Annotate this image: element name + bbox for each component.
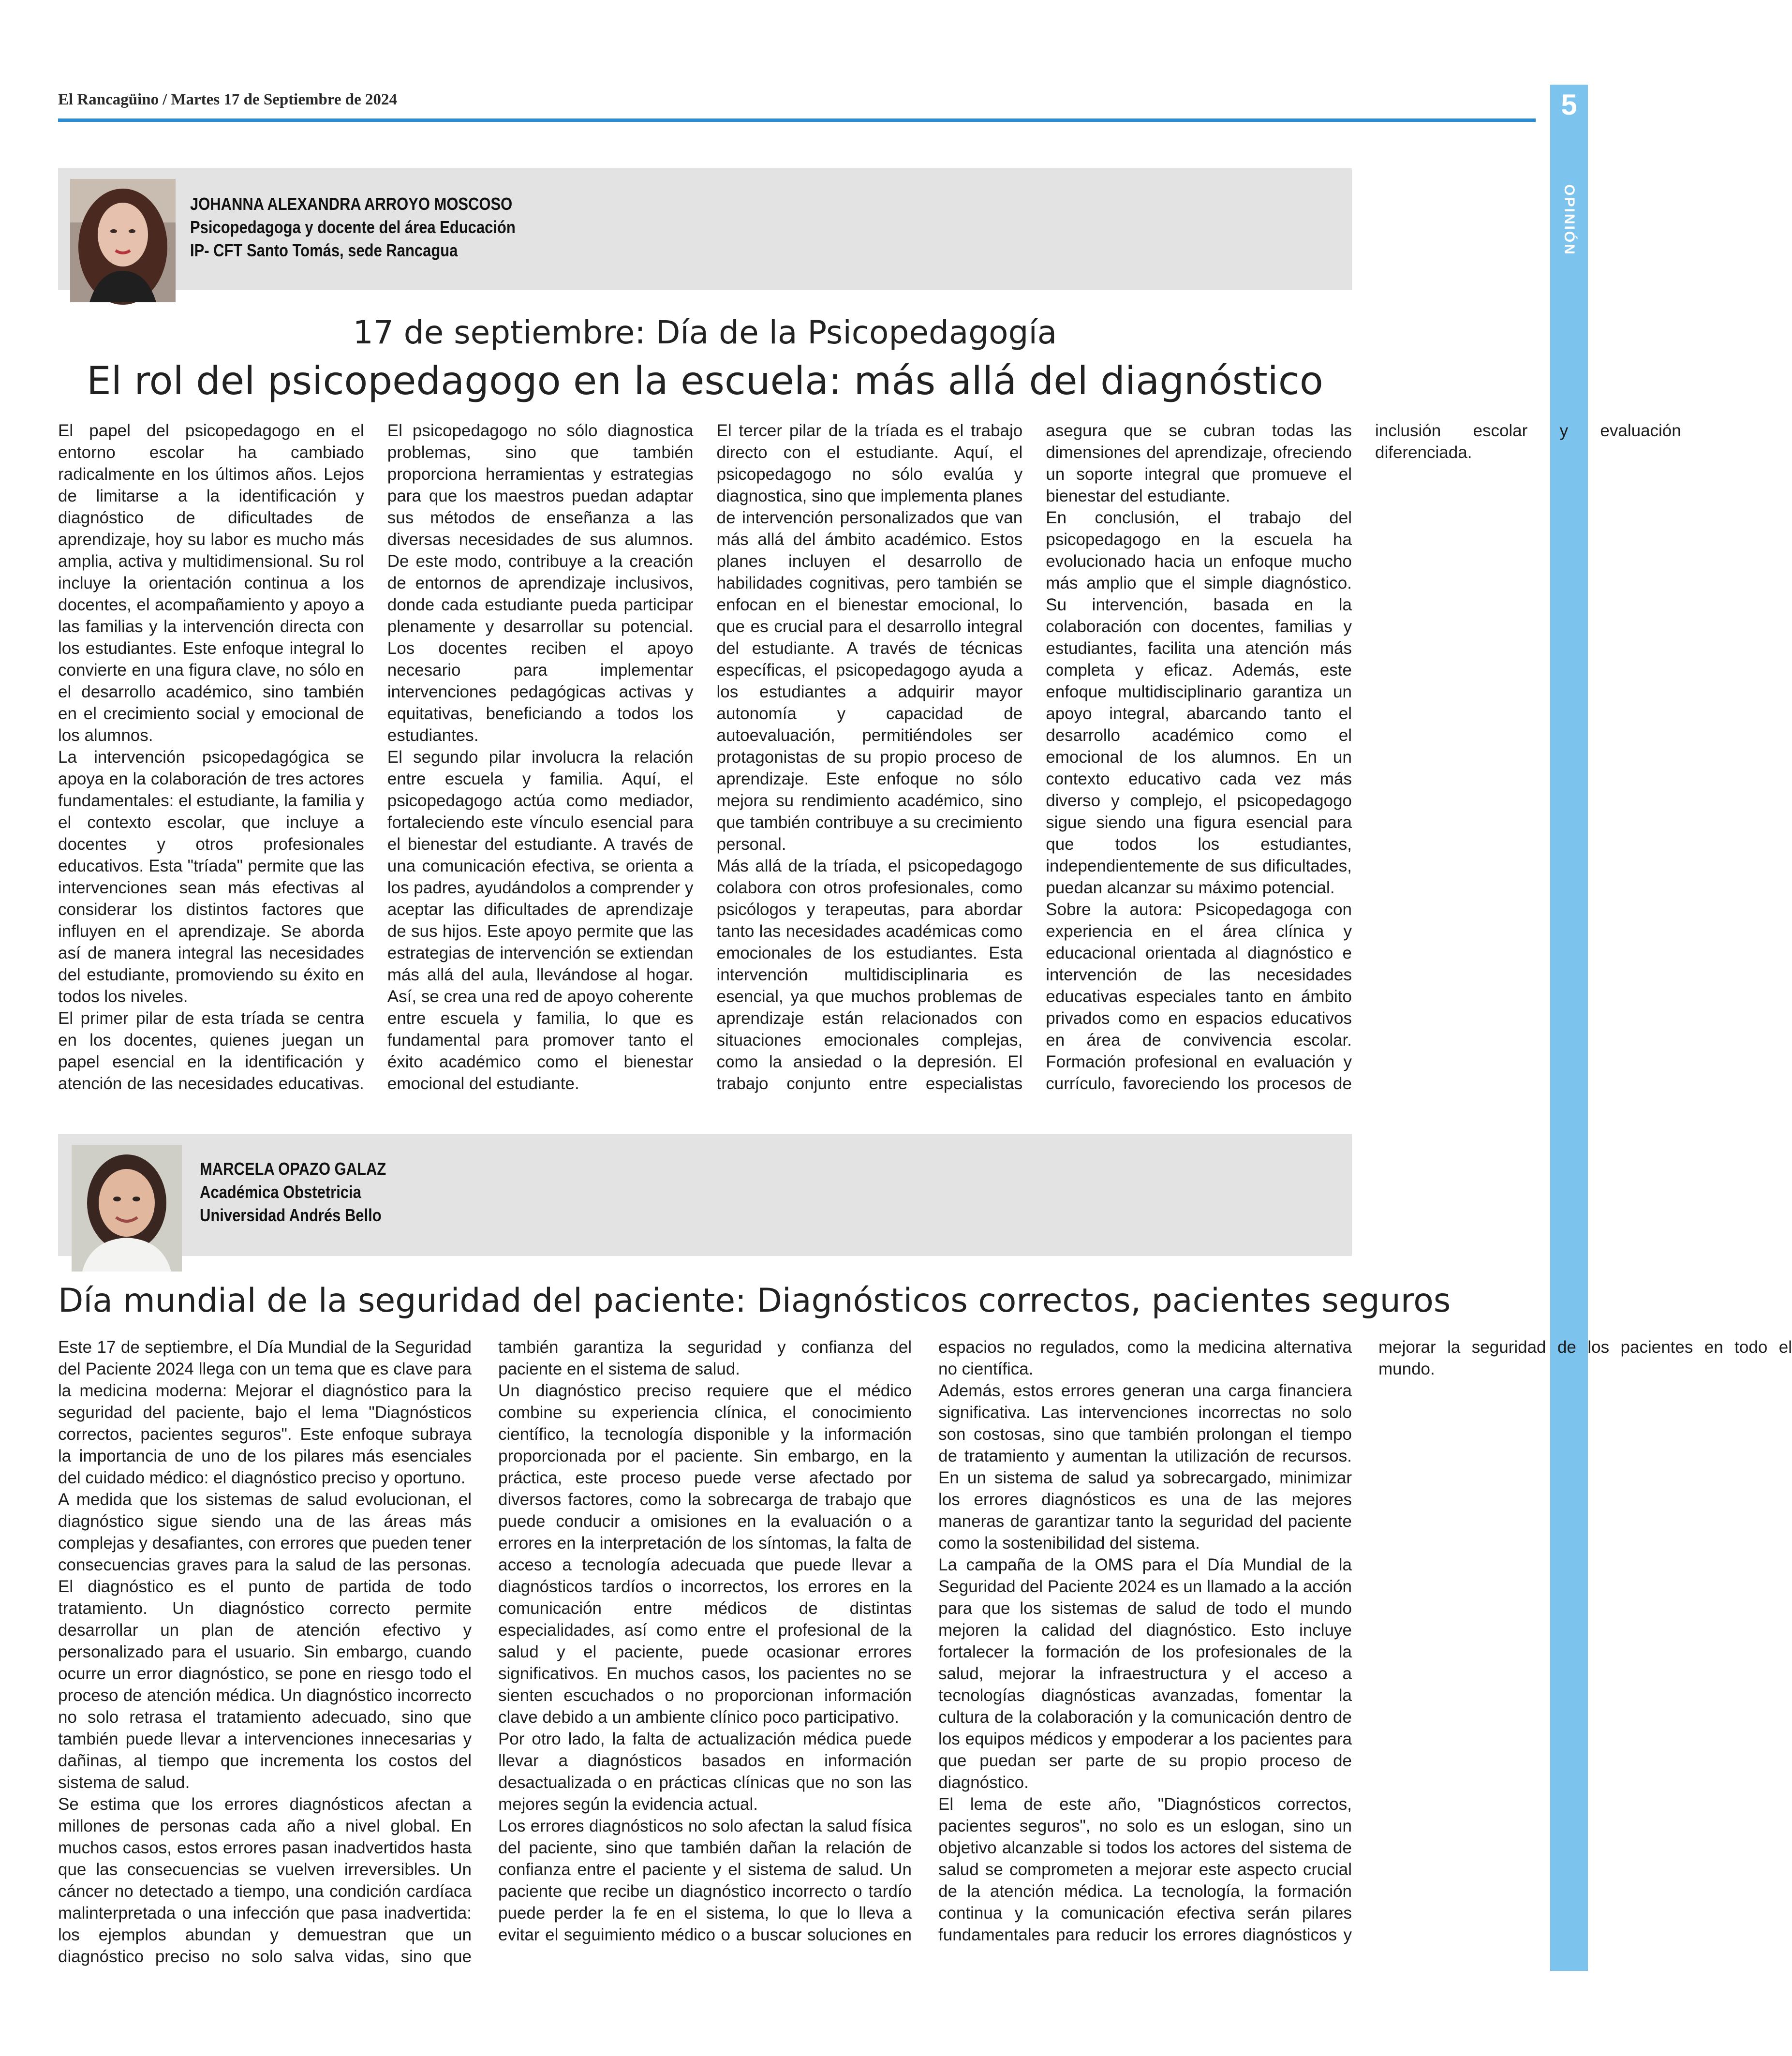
- section-name: OPINIÓN: [1561, 184, 1577, 256]
- author-box-1: [58, 168, 1352, 290]
- section-label: [1548, 172, 1590, 268]
- article1-body: [58, 420, 1681, 1097]
- masthead: [58, 91, 397, 115]
- author-role-2: Académica Obstetricia: [200, 1182, 361, 1202]
- article1-paragraph: En conclusión, el trabajo del psicopedagogo en la escuela ha evolucionado hacia un enfoque mucho más amplio que el simple diagnóstico. Su intervención, basada en la colaboración con docentes, familias y estudiantes, facilita una atención más completa y eficaz. Además, este enfoque multidisciplinario garantiza un apoyo integral, abarcando tanto el desarrollo académico como el emocional de los alumnos. En un contexto educativo cada vez más diverso y complejo, el psicopedagogo sigue siendo una figura esencial para que todos los estudiantes, independientemente de sus dificultades, puedan alcanzar su máximo potencial.: [1046, 508, 1352, 897]
- article1-paragraph: La intervención psicopedagógica se apoya en la colaboración de tres actores fundamentales: el estudiante, la familia y el contexto escolar, que incluye a docentes y otros profesionales educativos. Esta "tríada" permite que las intervenciones sean más efectivas al considerar los distintos factores que influyen en el aprendizaje. Se aborda así de manera integral las necesidades del estudiante, promoviendo su éxito en todos los niveles.: [58, 748, 364, 1006]
- article2-paragraph: Por otro lado, la falta de actualización médica puede llevar a diagnósticos basados en información desactualizada o en prácticas clínicas que no son las mejores según la evidencia actual.: [498, 1730, 912, 1814]
- article1-paragraph: El papel del psicopedagogo en el entorno escolar ha cambiado radicalmente en los últimos años. Lejos de limitarse a la identificación y diagnóstico de dificultades de aprendizaje, hoy su labor es mucho más amplia, activa y multidimensional. Su rol incluye la orientación continua a los docentes, el acompañamiento y apoyo a las familias y la intervención directa con los estudiantes. Este enfoque integral lo convierte en una figura clave, no sólo en el desarrollo académico, sino también en el crecimiento social y emocional de los alumnos.: [58, 421, 364, 745]
- article1-paragraph: Sobre la autora: Psicopedagoga con experiencia en el área clínica y educacional orientada al diagnóstico e intervención de las necesidades educativas especiales tanto en ámbito privados como en espacios educativos en área de convivencia escolar. Formación profesional en evaluación y currículo, favoreciendo los procesos de inclusión escolar y evaluación diferenciada.: [1046, 421, 1681, 1093]
- issue-date: Martes 17 de Septiembre de 2024: [171, 91, 398, 108]
- article2-body: [58, 1336, 1792, 1970]
- author-photo-1: [70, 179, 176, 302]
- article1-title: El rol del psicopedagogo en la escuela: más allá del diagnóstico: [87, 358, 1323, 403]
- article2-paragraph: Los errores diagnósticos no solo afectan la salud física del paciente, sino que también dañan la relación de confianza entre el paciente y el sistema de salud. Un paciente que recibe un diagnóstico incorrecto o tardío puede perder la fe en el sistema, lo que lo lleva a evitar el seguimiento médico o a buscar soluciones en espacios no regulados, como la medicina alternativa no científica.: [498, 1338, 1352, 1944]
- author-institution-2: Universidad Andrés Bello: [200, 1205, 382, 1225]
- article1-paragraph: El primer pilar de esta tríada se centra en los docentes, quienes juegan un papel esencial en la identificación y atención de las necesidades educativas. El psicopedagogo no sólo diagnostica problemas, sino que también proporciona herramientas y estrategias para que los maestros puedan adaptar sus métodos de enseñanza a las diversas necesidades de sus alumnos. De este modo, contribuye a la creación de entornos de aprendizaje inclusivos, donde cada estudiante pueda participar plenamente y desarrollar su potencial. Los docentes reciben el apoyo necesario para implementar intervenciones pedagógicas activas y equitativas, beneficiando a todos los estudiantes.: [58, 421, 694, 1093]
- article2-paragraph: El lema de este año, "Diagnósticos correctos, pacientes seguros", no solo es un eslogan, sino un objetivo alcanzable si todos los actores del sistema de salud se comprometen a mejorar este aspecto crucial de la atención médica. La tecnología, la formación continua y la comunicación efectiva serán pilares fundamentales para reducir los errores diagnósticos y mejorar la seguridad de los pacientes en todo el mundo.: [938, 1338, 1792, 1944]
- author-institution-1: IP- CFT Santo Tomás, sede Rancagua: [190, 240, 458, 260]
- newspaper-name: El Rancagüino: [58, 91, 159, 108]
- article1-paragraph: Más allá de la tríada, el psicopedagogo colabora con otros profesionales, como psicólogos y terapeutas, para abordar tanto las necesidades académicas como emocionales de los estudiantes. Esta intervención multidisciplinaria es esencial, ya que muchos problemas de aprendizaje están relacionados con situaciones emocionales complejas, como la ansiedad o la depresión. El trabajo conjunto entre especialistas asegura que se cubran todas las dimensiones del aprendizaje, ofreciendo un soporte integral que promueve el bienestar del estudiante.: [716, 421, 1352, 1093]
- author-photo-2: [72, 1145, 182, 1272]
- page-number: 5: [1561, 89, 1577, 121]
- author-name-1: JOHANNA ALEXANDRA ARROYO MOSCOSO: [190, 194, 513, 214]
- masthead-separator: /: [163, 91, 167, 108]
- author-info-2: [200, 1157, 386, 1227]
- author-box-2: [58, 1134, 1352, 1256]
- author-info-1: [190, 192, 516, 262]
- article2-paragraph: La campaña de la OMS para el Día Mundial de la Seguridad del Paciente 2024 es un llamado a la acción para que los sistemas de salud de todo el mundo mejoren la calidad del diagnóstico. Esto incluye fortalecer la formación de los profesionales de la salud, mejorar la infraestructura y el acceso a tecnologías diagnósticas avanzadas, fomentar la cultura de la colaboración y la comunicación dentro de los equipos médicos y empoderar a los pacientes para que puedan ser parte de su propio proceso de diagnóstico.: [938, 1555, 1352, 1792]
- header-rule: [58, 118, 1536, 122]
- article2-title: Día mundial de la seguridad del paciente: Diagnósticos correctos, pacientes seguros: [58, 1282, 1451, 1320]
- article2-paragraph: A medida que los sistemas de salud evolucionan, el diagnóstico sigue siendo una de las áreas más complejas y desafiantes, con errores que pueden tener consecuencias graves para la salud de las personas. El diagnóstico es el punto de partida de todo tratamiento. Un diagnóstico correcto permite desarrollar un plan de atención efectivo y personalizado para el usuario. Sin embargo, cuando ocurre un error diagnóstico, se pone en riesgo todo el proceso de atención médica. Un diagnóstico incorrecto no solo retrasa el tratamiento adecuado, sino que también puede llevar a intervenciones innecesarias y dañinas, al tiempo que incrementa los costos del sistema de salud.: [58, 1490, 472, 1792]
- article2-paragraph: Se estima que los errores diagnósticos afectan a millones de personas cada año a nivel global. En muchos casos, estos errores pasan inadvertidos hasta que las consecuencias se vuelven irreversibles. Un cáncer no detectado a tiempo, una condición cardíaca malinterpretada o una infección que pasa inadvertida: los ejemplos abundan y demuestran que un diagnóstico preciso no solo salva vidas, sino que también garantiza la seguridad y confianza del paciente en el sistema de salud.: [58, 1338, 912, 1966]
- author-name-2: MARCELA OPAZO GALAZ: [200, 1159, 386, 1179]
- article1-paragraph: El tercer pilar de la tríada es el trabajo directo con el estudiante. Aquí, el psicopedagogo no sólo evalúa y diagnostica, sino que implementa planes de intervención personalizados que van más allá del ámbito académico. Estos planes incluyen el desarrollo de habilidades cognitivas, pero también se enfocan en el bienestar emocional, lo que es crucial para el desarrollo integral del estudiante. A través de técnicas específicas, el psicopedagogo ayuda a los estudiantes a adquirir mayor autonomía y capacidad de autoevaluación, permitiéndoles ser protagonistas de su propio proceso de aprendizaje. Este enfoque no sólo mejora su rendimiento académico, sino que también contribuye a su crecimiento personal.: [716, 421, 1023, 854]
- author-portrait-1: [70, 179, 176, 302]
- article2-paragraph: Un diagnóstico preciso requiere que el médico combine su experiencia clínica, el conocimiento científico, la tecnología disponible y la información proporcionada por el paciente. Sin embargo, en la práctica, este proceso puede verse afectado por diversos factores, como la sobrecarga de trabajo que puede conducir a omisiones en la evaluación o a errores en la interpretación de los síntomas, la falta de acceso a tecnología adecuada que puede llevar a diagnósticos tardíos o incorrectos, los errores en la comunicación entre médicos de distintas especialidades, así como entre el profesional de la salud y el paciente, puede ocasionar errores significativos. En muchos casos, los pacientes no se sienten escuchados o no proporcionan información clave debido a un ambiente clínico poco participativo.: [498, 1381, 912, 1727]
- article2-paragraph: Este 17 de septiembre, el Día Mundial de la Seguridad del Paciente 2024 llega con un tema que es clave para la medicina moderna: Mejorar el diagnóstico para la seguridad del paciente, bajo el lema "Diagnósticos correctos, pacientes seguros". Este enfoque subraya la importancia de uno de los pilares más esenciales del cuidado médico: el diagnóstico preciso y oportuno.: [58, 1338, 472, 1487]
- section-side-bar: [1550, 85, 1588, 1971]
- article1-paragraph: El segundo pilar involucra la relación entre escuela y familia. Aquí, el psicopedagogo actúa como mediador, fortaleciendo este vínculo esencial para el bienestar del estudiante. A través de una comunicación efectiva, se orienta a los padres, ayudándolos a comprender y aceptar las dificultades de aprendizaje de sus hijos. Este apoyo permite que las estrategias de intervención se extiendan más allá del aula, llevándose al hogar. Así, se crea una red de apoyo coherente entre escuela y familia, lo que es fundamental para promover tanto el éxito académico como el bienestar emocional del estudiante.: [387, 748, 694, 1093]
- article1-kicker: 17 de septiembre: Día de la Psicopedagogía: [353, 314, 1057, 351]
- article2-paragraph: Además, estos errores generan una carga financiera significativa. Las intervenciones incorrectas no solo son costosas, sino que también prolongan el tiempo de tratamiento y aumentan la utilización de recursos. En un sistema de salud ya sobrecargado, minimizar los errores diagnósticos es una de las mejores maneras de garantizar tanto la seguridad del paciente como la sostenibilidad del sistema.: [938, 1381, 1352, 1553]
- author-portrait-2: [72, 1145, 182, 1272]
- author-role-1: Psicopedagoga y docente del área Educación: [190, 217, 516, 237]
